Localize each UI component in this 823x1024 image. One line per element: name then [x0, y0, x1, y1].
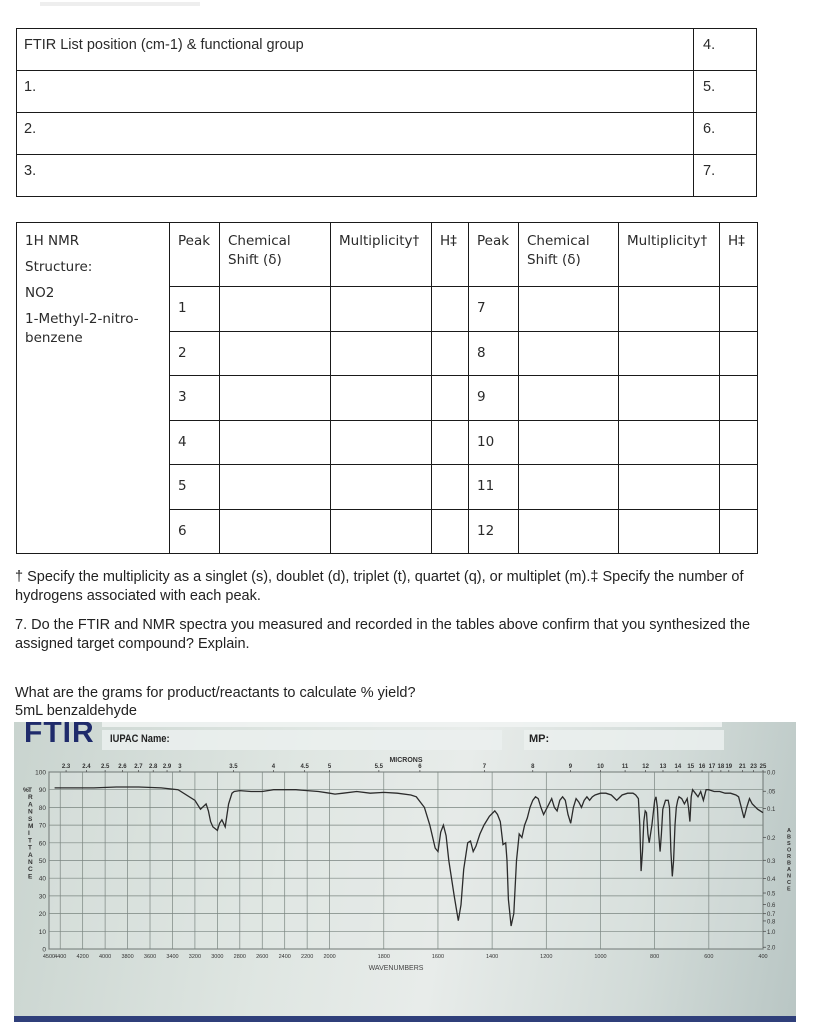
header-chemical-shift: Chemical Shift (δ) — [220, 223, 331, 287]
ftir-entry-2[interactable]: 2. — [17, 113, 694, 155]
y-tick-label: 90 — [38, 787, 46, 795]
peak-number: 10 — [469, 420, 519, 465]
hydrogens-input[interactable] — [720, 465, 758, 510]
shift-input[interactable] — [519, 376, 619, 421]
x-tick-label: 1200 — [540, 954, 553, 960]
ftir-logo: FTIR — [24, 722, 95, 749]
micron-tick-label: 23 — [750, 764, 757, 770]
micron-tick-label: 21 — [739, 764, 746, 770]
shift-input[interactable] — [220, 331, 331, 376]
hydrogens-input[interactable] — [432, 287, 469, 332]
absorbance-tick-label: 0.0 — [767, 770, 776, 777]
microns-axis-title: MICRONS — [389, 757, 423, 764]
multiplicity-footnote: † Specify the multiplicity as a singlet (s), doublet (d), triplet (t), quartet (q), or multiplet (m).‡ Specify the number of hydrogens associated with each peak. — [15, 569, 744, 604]
micron-tick-label: 2.8 — [149, 764, 158, 770]
micron-tick-label: 8 — [531, 764, 535, 770]
x-tick-label: 2600 — [256, 954, 269, 960]
micron-tick-label: 2.5 — [100, 764, 110, 770]
question-7: 7. Do the FTIR and NMR spectra you measured and recorded in the tables above confirm that you synthesized the assigned target compound? Explain. — [15, 617, 751, 652]
absorbance-tick-label: 0.4 — [767, 877, 776, 884]
micron-tick-label: 6 — [418, 764, 422, 770]
hydrogens-input[interactable] — [432, 509, 469, 554]
x-tick-label: 600 — [704, 954, 714, 960]
ftir-spectrum-photo — [14, 722, 796, 1022]
compound-name: 1-Methyl-2-nitro-benzene — [25, 311, 139, 346]
structure-cell — [17, 223, 170, 554]
hydrogens-input[interactable] — [720, 376, 758, 421]
header-hydrogens-2: H‡ — [720, 223, 758, 287]
y-tick-label: 80 — [38, 804, 46, 812]
yield-question: What are the grams for product/reactants to calculate % yield? — [15, 685, 416, 701]
multiplicity-input[interactable] — [619, 509, 720, 554]
peak-number: 2 — [170, 331, 220, 376]
absorbance-tick-label: 0.5 — [767, 891, 776, 898]
y-tick-label: 30 — [38, 893, 46, 901]
multiplicity-input[interactable] — [331, 465, 432, 510]
x-tick-label: 4400 — [54, 954, 67, 960]
micron-tick-label: 2.4 — [82, 764, 91, 770]
y-tick-label: 20 — [38, 911, 46, 919]
ftir-table-header: FTIR List position (cm-1) & functional group — [17, 29, 694, 71]
ftir-entry-7[interactable]: 7. — [694, 155, 757, 197]
absorbance-tick-label: 0.3 — [767, 858, 776, 865]
ftir-entry-6[interactable]: 6. — [694, 113, 757, 155]
absorbance-tick-label: 0.7 — [767, 912, 776, 919]
shift-input[interactable] — [220, 509, 331, 554]
y-tick-label: 100 — [35, 769, 46, 777]
hydrogens-input[interactable] — [720, 509, 758, 554]
peak-number: 11 — [469, 465, 519, 510]
ftir-entry-3[interactable]: 3. — [17, 155, 694, 197]
nmr-title: 1H NMR — [25, 233, 80, 249]
hydrogens-input[interactable] — [432, 376, 469, 421]
peak-number: 1 — [170, 287, 220, 332]
multiplicity-input[interactable] — [331, 376, 432, 421]
x-tick-label: 4000 — [98, 954, 112, 960]
micron-tick-label: 3.5 — [229, 764, 238, 770]
micron-tick-label: 18 — [717, 764, 725, 770]
structure-label: Structure: — [25, 259, 93, 275]
x-tick-label: 1800 — [377, 954, 390, 960]
micron-tick-label: 13 — [659, 764, 667, 770]
x-tick-label: 3600 — [143, 954, 157, 960]
y-tick-label: 70 — [38, 822, 46, 830]
shift-input[interactable] — [220, 420, 331, 465]
micron-tick-label: 2.3 — [61, 764, 71, 770]
header-multiplicity-2: Multiplicity† — [619, 223, 720, 287]
shift-input[interactable] — [519, 331, 619, 376]
x-tick-label: 3000 — [211, 954, 224, 960]
hydrogens-input[interactable] — [432, 465, 469, 510]
y-axis-title: %T R A N S M I T T A N C E — [23, 787, 34, 881]
shift-input[interactable] — [519, 420, 619, 465]
peak-number: 6 — [170, 509, 220, 554]
x-tick-label: 2200 — [301, 954, 314, 960]
shift-input[interactable] — [519, 465, 619, 510]
shift-input[interactable] — [519, 287, 619, 332]
ftir-chart — [14, 722, 796, 1022]
header-chemical-shift-2: Chemical Shift (δ) — [519, 223, 619, 287]
yield-question-block — [15, 684, 775, 720]
micron-tick-label: 15 — [687, 764, 695, 770]
multiplicity-input[interactable] — [619, 376, 720, 421]
absorbance-tick-label: 2.0 — [767, 945, 776, 952]
header-multiplicity: Multiplicity† — [331, 223, 432, 287]
micron-tick-label: 2.7 — [134, 764, 143, 770]
x-tick-label: 400 — [758, 954, 768, 960]
absorbance-axis-title: A B S O R B A N C E — [787, 828, 792, 893]
mp-label: MP: — [529, 733, 550, 745]
absorbance-tick-label: 0.8 — [767, 919, 776, 926]
y-tick-label: 40 — [38, 875, 46, 883]
multiplicity-input[interactable] — [331, 331, 432, 376]
hydrogens-input[interactable] — [432, 331, 469, 376]
structure-formula: NO2 — [25, 285, 55, 301]
y-tick-label: 60 — [38, 840, 46, 848]
micron-tick-label: 5 — [327, 764, 332, 770]
iupac-name-label: IUPAC Name: — [110, 733, 170, 745]
micron-tick-label: 11 — [621, 764, 629, 770]
hydrogens-input[interactable] — [720, 287, 758, 332]
multiplicity-input[interactable] — [619, 287, 720, 332]
x-tick-label: 2400 — [278, 954, 291, 960]
x-tick-label: 2800 — [233, 954, 246, 960]
peak-number: 7 — [469, 287, 519, 332]
absorbance-tick-label: 1.0 — [767, 929, 776, 936]
header-peak: Peak — [170, 223, 220, 287]
multiplicity-input[interactable] — [619, 331, 720, 376]
wavenumbers-axis-title: WAVENUMBERS — [368, 965, 424, 972]
multiplicity-input[interactable] — [619, 465, 720, 510]
ftir-entry-5[interactable]: 5. — [694, 71, 757, 113]
x-tick-label: 2000 — [323, 954, 336, 960]
micron-tick-label: 9 — [568, 764, 573, 770]
x-tick-label: 4500 — [42, 954, 56, 960]
multiplicity-input[interactable] — [331, 287, 432, 332]
micron-tick-label: 25 — [759, 764, 767, 770]
multiplicity-input[interactable] — [331, 420, 432, 465]
x-tick-label: 1000 — [594, 954, 607, 960]
ftir-entry-4[interactable]: 4. — [694, 29, 757, 71]
peak-number: 12 — [469, 509, 519, 554]
x-tick-label: 800 — [650, 954, 660, 960]
shift-input[interactable] — [519, 509, 619, 554]
micron-tick-label: 3 — [178, 764, 182, 770]
peak-number: 4 — [170, 420, 220, 465]
micron-tick-label: 17 — [708, 764, 716, 770]
reagent-note: 5mL benzaldehyde — [15, 703, 137, 719]
peak-number: 9 — [469, 376, 519, 421]
peak-number: 3 — [170, 376, 220, 421]
peak-number: 8 — [469, 331, 519, 376]
faint-header-remnant — [40, 2, 200, 6]
micron-tick-label: 2.6 — [118, 764, 127, 770]
micron-tick-label: 4 — [271, 764, 276, 770]
absorbance-tick-label: 0.6 — [767, 903, 776, 910]
hydrogens-input[interactable] — [720, 331, 758, 376]
micron-tick-label: 12 — [642, 764, 649, 770]
hydrogens-input[interactable] — [720, 420, 758, 465]
micron-tick-label: 5.5 — [374, 764, 384, 770]
x-tick-label: 1400 — [486, 954, 499, 960]
shift-input[interactable] — [220, 465, 331, 510]
header-peak-2: Peak — [469, 223, 519, 287]
micron-tick-label: 19 — [725, 764, 733, 770]
absorbance-tick-label: 0.1 — [767, 806, 776, 813]
header-hydrogens: H‡ — [432, 223, 469, 287]
x-tick-label: 1600 — [431, 954, 445, 960]
micron-tick-label: 10 — [597, 764, 604, 770]
multiplicity-input[interactable] — [331, 509, 432, 554]
y-tick-label: 0 — [42, 946, 46, 954]
shift-input[interactable] — [220, 287, 331, 332]
absorbance-tick-label: 0.2 — [767, 835, 776, 842]
x-tick-label: 4200 — [76, 954, 89, 960]
x-tick-label: 3400 — [166, 954, 179, 960]
nmr-table — [16, 222, 758, 554]
absorbance-tick-label: .05 — [767, 789, 776, 796]
monitor-bezel — [14, 1016, 796, 1022]
y-tick-label: 10 — [38, 928, 46, 936]
peak-number: 5 — [170, 465, 220, 510]
x-tick-label: 3200 — [188, 954, 202, 960]
micron-tick-label: 2.9 — [162, 764, 172, 770]
micron-tick-label: 4.5 — [300, 764, 309, 770]
hydrogens-input[interactable] — [432, 420, 469, 465]
micron-tick-label: 7 — [482, 764, 487, 770]
x-tick-label: 3800 — [121, 954, 134, 960]
ftir-entry-1[interactable]: 1. — [17, 71, 694, 113]
multiplicity-input[interactable] — [619, 420, 720, 465]
ftir-table — [16, 28, 757, 197]
micron-tick-label: 16 — [698, 764, 706, 770]
y-tick-label: 50 — [38, 858, 46, 865]
micron-tick-label: 14 — [674, 764, 682, 770]
shift-input[interactable] — [220, 376, 331, 421]
